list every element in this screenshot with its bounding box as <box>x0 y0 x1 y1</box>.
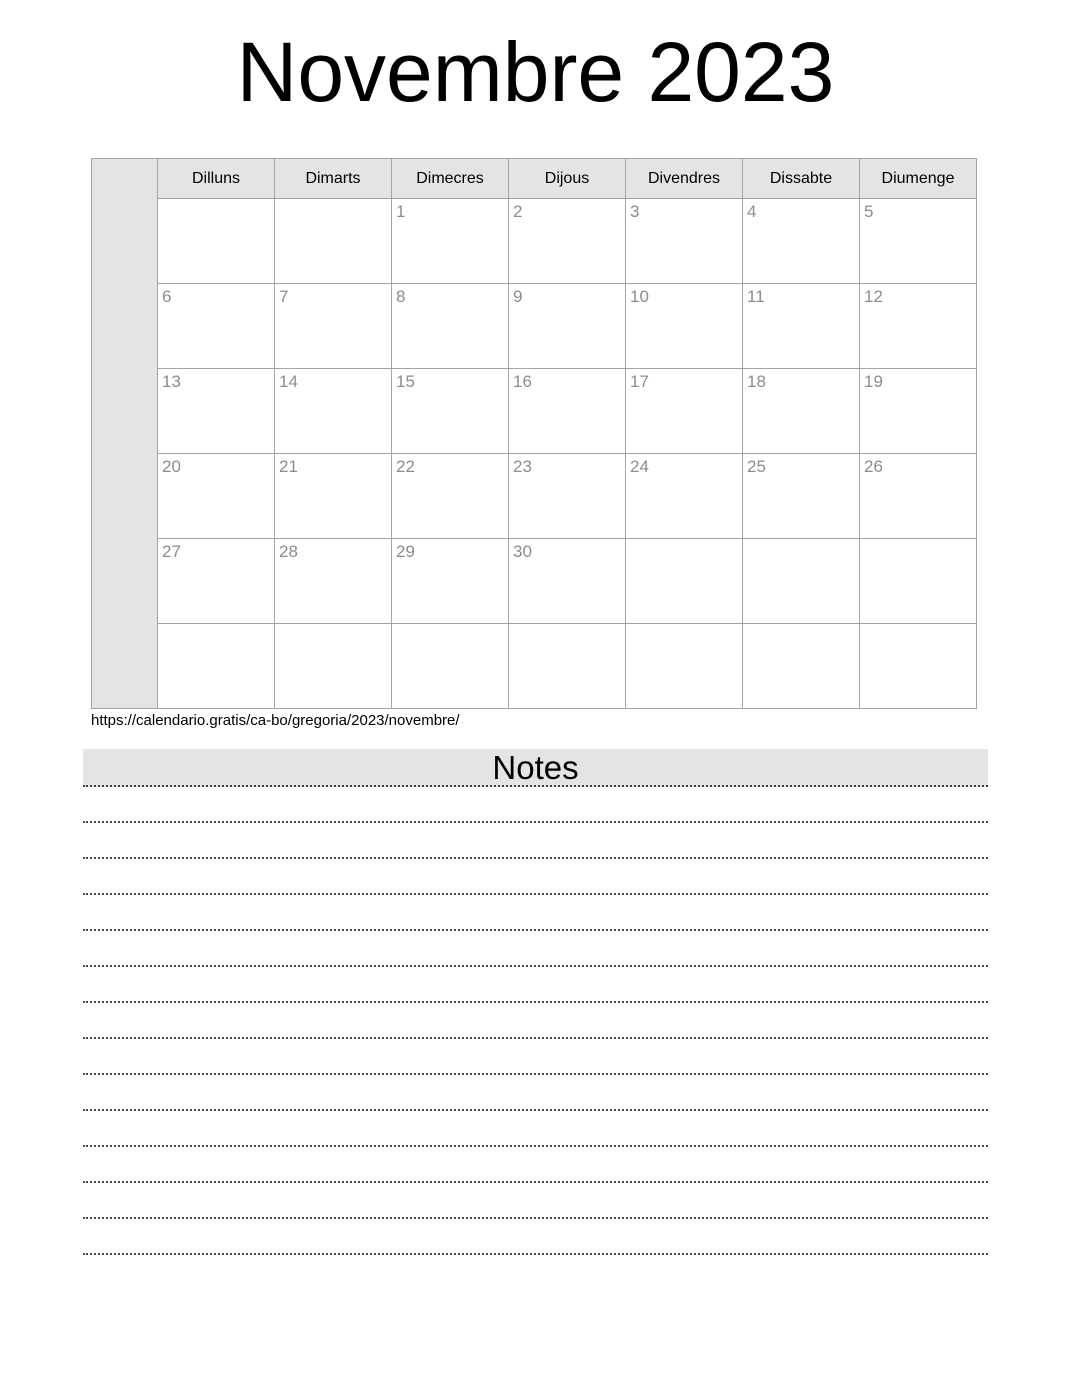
note-line <box>83 1183 988 1219</box>
left-spacer-column <box>92 159 158 709</box>
note-line <box>83 1003 988 1039</box>
calendar-cell <box>743 624 860 709</box>
calendar-cell <box>860 454 977 539</box>
day-number: 2 <box>513 202 523 221</box>
calendar-cell <box>743 454 860 539</box>
weekday-header-divendres: Divendres <box>626 159 743 199</box>
day-number: 8 <box>396 287 406 306</box>
day-number <box>626 539 742 542</box>
day-number: 28 <box>279 542 298 561</box>
note-line <box>83 787 988 823</box>
day-number: 17 <box>630 372 649 391</box>
calendar-cell <box>275 539 392 624</box>
source-url: https://calendario.gratis/ca-bo/gregoria/2023/novembre/ <box>91 712 460 729</box>
calendar-cell <box>275 454 392 539</box>
calendar-cell <box>743 284 860 369</box>
day-number: 7 <box>279 287 289 306</box>
day-number: 27 <box>162 542 181 561</box>
notes-header-bar <box>83 749 988 787</box>
day-number <box>860 539 976 542</box>
calendar-cell <box>392 624 509 709</box>
calendar-cell <box>392 199 509 284</box>
day-number <box>158 624 274 627</box>
day-number: 4 <box>747 202 757 221</box>
calendar-cell <box>158 199 275 284</box>
calendar-cell <box>743 369 860 454</box>
day-number <box>626 624 742 627</box>
calendar-cell <box>626 284 743 369</box>
weekday-header-dilluns: Dilluns <box>158 159 275 199</box>
calendar-cell <box>860 284 977 369</box>
day-number: 15 <box>396 372 415 391</box>
weekday-header-dimarts: Dimarts <box>275 159 392 199</box>
weekday-header-dijous: Dijous <box>509 159 626 199</box>
weekday-header-dimecres: Dimecres <box>392 159 509 199</box>
calendar-cell <box>860 624 977 709</box>
calendar-cell <box>509 199 626 284</box>
page-title: Novembre 2023 <box>236 25 835 119</box>
week-row <box>92 369 977 454</box>
note-line <box>83 1111 988 1147</box>
calendar-cell <box>860 199 977 284</box>
calendar-cell <box>275 199 392 284</box>
day-number: 24 <box>630 457 649 476</box>
day-number: 23 <box>513 457 532 476</box>
calendar-cell <box>860 369 977 454</box>
calendar-cell <box>509 624 626 709</box>
day-number <box>275 199 391 202</box>
calendar-cell <box>626 454 743 539</box>
day-number: 16 <box>513 372 532 391</box>
week-row <box>92 539 977 624</box>
calendar-cell <box>158 454 275 539</box>
day-number <box>158 199 274 202</box>
notes-lines <box>83 787 988 1255</box>
day-number <box>743 624 859 627</box>
calendar-cell <box>626 624 743 709</box>
note-line <box>83 1219 988 1255</box>
day-number: 12 <box>864 287 883 306</box>
day-number <box>275 624 391 627</box>
day-number: 5 <box>864 202 874 221</box>
calendar-cell <box>392 284 509 369</box>
day-number: 19 <box>864 372 883 391</box>
calendar-cell <box>392 539 509 624</box>
calendar-cell <box>509 454 626 539</box>
notes-title: Notes <box>492 749 579 786</box>
note-line <box>83 823 988 859</box>
day-number: 20 <box>162 457 181 476</box>
day-number: 14 <box>279 372 298 391</box>
note-line <box>83 859 988 895</box>
day-number: 21 <box>279 457 298 476</box>
note-line <box>83 967 988 1003</box>
note-line <box>83 1075 988 1111</box>
calendar-cell <box>509 284 626 369</box>
day-number: 26 <box>864 457 883 476</box>
day-number: 1 <box>396 202 406 221</box>
calendar-cell <box>626 369 743 454</box>
note-line <box>83 1039 988 1075</box>
note-line <box>83 895 988 931</box>
calendar-cell <box>626 539 743 624</box>
week-row <box>92 199 977 284</box>
calendar-table <box>91 158 977 709</box>
day-number: 13 <box>162 372 181 391</box>
day-number: 6 <box>162 287 172 306</box>
week-row <box>92 454 977 539</box>
note-line <box>83 931 988 967</box>
note-line <box>83 1147 988 1183</box>
calendar-cell <box>743 539 860 624</box>
calendar-cell <box>275 369 392 454</box>
day-number <box>743 539 859 542</box>
calendar-cell <box>860 539 977 624</box>
day-number: 29 <box>396 542 415 561</box>
week-row <box>92 284 977 369</box>
day-number: 9 <box>513 287 523 306</box>
weekday-header-dissabte: Dissabte <box>743 159 860 199</box>
calendar-cell <box>275 624 392 709</box>
day-number: 22 <box>396 457 415 476</box>
calendar-cell <box>392 369 509 454</box>
calendar-cell <box>509 539 626 624</box>
calendar-cell <box>509 369 626 454</box>
calendar-cell <box>158 369 275 454</box>
day-number <box>392 624 508 627</box>
calendar-cell <box>158 624 275 709</box>
day-number: 25 <box>747 457 766 476</box>
week-row <box>92 624 977 709</box>
calendar-cell <box>275 284 392 369</box>
day-number: 11 <box>747 287 765 306</box>
day-number: 10 <box>630 287 649 306</box>
calendar-cell <box>158 539 275 624</box>
day-number: 30 <box>513 542 532 561</box>
weekday-header-row <box>92 159 977 199</box>
calendar-cell <box>626 199 743 284</box>
day-number <box>509 624 625 627</box>
day-number: 18 <box>747 372 766 391</box>
calendar-cell <box>392 454 509 539</box>
calendar-cell <box>743 199 860 284</box>
calendar-cell <box>158 284 275 369</box>
day-number: 3 <box>630 202 640 221</box>
day-number <box>860 624 976 627</box>
weekday-header-diumenge: Diumenge <box>860 159 977 199</box>
